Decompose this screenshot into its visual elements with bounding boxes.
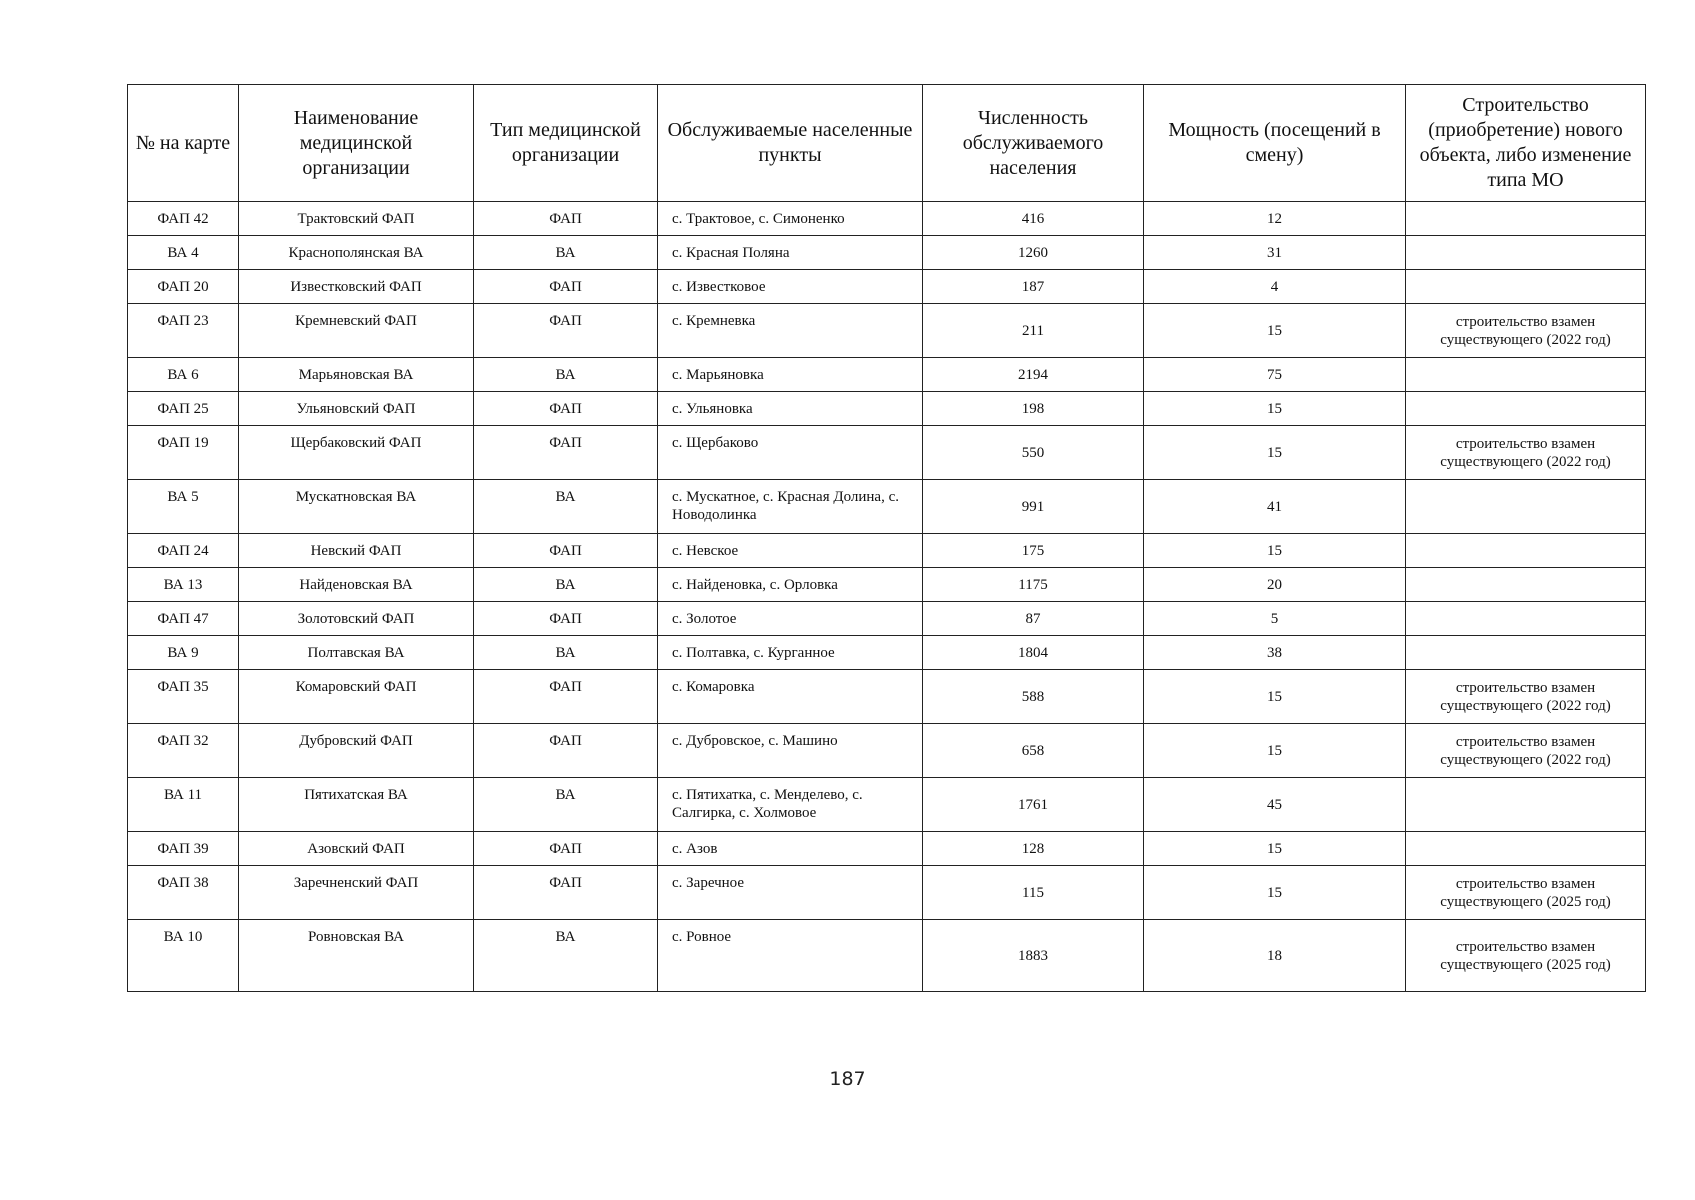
row-points: с. Пятихатка, с. Менделево, с. Салгирка, с. Холмовое — [658, 778, 923, 832]
row-name: Кремневский ФАП — [239, 304, 474, 358]
row-capacity: 31 — [1144, 236, 1406, 270]
row-type: ВА — [474, 480, 658, 534]
row-type: ФАП — [474, 832, 658, 866]
row-name: Ульяновский ФАП — [239, 392, 474, 426]
table-row — [128, 724, 1646, 778]
row-population: 1761 — [923, 778, 1144, 832]
row-capacity: 15 — [1144, 534, 1406, 568]
table-row — [128, 270, 1646, 304]
row-name: Комаровский ФАП — [239, 670, 474, 724]
row-num: ВА 6 — [128, 358, 239, 392]
row-num: ФАП 20 — [128, 270, 239, 304]
row-points: с. Трактовое, с. Симоненко — [658, 202, 923, 236]
table-row — [128, 920, 1646, 992]
row-capacity: 15 — [1144, 832, 1406, 866]
row-capacity: 12 — [1144, 202, 1406, 236]
row-population: 1175 — [923, 568, 1144, 602]
table-row — [128, 602, 1646, 636]
row-type: ФАП — [474, 426, 658, 480]
row-type: ФАП — [474, 866, 658, 920]
row-capacity: 15 — [1144, 670, 1406, 724]
row-capacity: 5 — [1144, 602, 1406, 636]
row-type: ВА — [474, 920, 658, 992]
row-construction: строительство взамен существующего (2022 год) — [1406, 304, 1646, 358]
row-population: 115 — [923, 866, 1144, 920]
row-points: с. Красная Поляна — [658, 236, 923, 270]
header-construction: Строительство (приобретение) нового объекта, либо изменение типа МО — [1406, 85, 1646, 202]
row-points: с. Золотое — [658, 602, 923, 636]
row-capacity: 15 — [1144, 724, 1406, 778]
row-num: ФАП 42 — [128, 202, 239, 236]
row-construction — [1406, 568, 1646, 602]
row-construction — [1406, 270, 1646, 304]
row-type: ВА — [474, 778, 658, 832]
row-num: ФАП 23 — [128, 304, 239, 358]
row-type: ВА — [474, 636, 658, 670]
row-capacity: 18 — [1144, 920, 1406, 992]
row-name: Мускатновская ВА — [239, 480, 474, 534]
row-population: 1883 — [923, 920, 1144, 992]
row-points: с. Полтавка, с. Курганное — [658, 636, 923, 670]
row-construction — [1406, 236, 1646, 270]
table-row — [128, 832, 1646, 866]
row-num: ФАП 32 — [128, 724, 239, 778]
row-num: ФАП 38 — [128, 866, 239, 920]
row-population: 416 — [923, 202, 1144, 236]
row-capacity: 20 — [1144, 568, 1406, 602]
table-row — [128, 392, 1646, 426]
row-capacity: 41 — [1144, 480, 1406, 534]
row-population: 588 — [923, 670, 1144, 724]
row-construction: строительство взамен существующего (2022 год) — [1406, 724, 1646, 778]
row-construction — [1406, 480, 1646, 534]
table-row — [128, 534, 1646, 568]
row-construction — [1406, 392, 1646, 426]
row-points: с. Невское — [658, 534, 923, 568]
row-points: с. Щербаково — [658, 426, 923, 480]
row-construction — [1406, 202, 1646, 236]
row-construction — [1406, 778, 1646, 832]
row-population: 550 — [923, 426, 1144, 480]
row-construction — [1406, 358, 1646, 392]
row-population: 211 — [923, 304, 1144, 358]
row-points: с. Известковое — [658, 270, 923, 304]
table-header-row — [128, 85, 1646, 202]
row-points: с. Кремневка — [658, 304, 923, 358]
row-capacity: 45 — [1144, 778, 1406, 832]
row-capacity: 75 — [1144, 358, 1406, 392]
row-population: 1260 — [923, 236, 1144, 270]
row-name: Невский ФАП — [239, 534, 474, 568]
row-name: Дубровский ФАП — [239, 724, 474, 778]
row-name: Ровновская ВА — [239, 920, 474, 992]
row-points: с. Комаровка — [658, 670, 923, 724]
row-population: 175 — [923, 534, 1144, 568]
row-num: ВА 4 — [128, 236, 239, 270]
row-num: ВА 11 — [128, 778, 239, 832]
row-name: Золотовский ФАП — [239, 602, 474, 636]
row-num: ФАП 24 — [128, 534, 239, 568]
table-row — [128, 480, 1646, 534]
row-num: ФАП 47 — [128, 602, 239, 636]
row-population: 87 — [923, 602, 1144, 636]
row-capacity: 15 — [1144, 866, 1406, 920]
header-points: Обслуживаемые населенные пункты — [658, 85, 923, 202]
row-name: Азовский ФАП — [239, 832, 474, 866]
row-name: Пятихатская ВА — [239, 778, 474, 832]
row-points: с. Ровное — [658, 920, 923, 992]
header-type: Тип медицинской организации — [474, 85, 658, 202]
row-num: ФАП 19 — [128, 426, 239, 480]
row-name: Щербаковский ФАП — [239, 426, 474, 480]
header-capacity: Мощность (посещений в смену) — [1144, 85, 1406, 202]
row-name: Найденовская ВА — [239, 568, 474, 602]
row-population: 658 — [923, 724, 1144, 778]
row-points: с. Дубровское, с. Машино — [658, 724, 923, 778]
header-name: Наименование медицинской организации — [239, 85, 474, 202]
row-num: ФАП 35 — [128, 670, 239, 724]
row-points: с. Марьяновка — [658, 358, 923, 392]
page-number: 187 — [829, 1068, 866, 1090]
row-name: Марьяновская ВА — [239, 358, 474, 392]
row-capacity: 15 — [1144, 426, 1406, 480]
row-num: ФАП 39 — [128, 832, 239, 866]
row-points: с. Найденовка, с. Орловка — [658, 568, 923, 602]
row-type: ВА — [474, 358, 658, 392]
row-type: ВА — [474, 568, 658, 602]
table-row — [128, 670, 1646, 724]
row-type: ВА — [474, 236, 658, 270]
row-points: с. Заречное — [658, 866, 923, 920]
row-population: 198 — [923, 392, 1144, 426]
row-construction: строительство взамен существующего (2025 год) — [1406, 920, 1646, 992]
row-name: Краснополянская ВА — [239, 236, 474, 270]
row-construction — [1406, 534, 1646, 568]
row-type: ФАП — [474, 670, 658, 724]
table-row — [128, 358, 1646, 392]
row-capacity: 4 — [1144, 270, 1406, 304]
row-construction — [1406, 636, 1646, 670]
header-num: № на карте — [128, 85, 239, 202]
row-population: 1804 — [923, 636, 1144, 670]
row-type: ФАП — [474, 602, 658, 636]
table-row — [128, 236, 1646, 270]
table-row — [128, 866, 1646, 920]
table-row — [128, 304, 1646, 358]
table-row — [128, 636, 1646, 670]
row-construction — [1406, 602, 1646, 636]
table-row — [128, 778, 1646, 832]
row-points: с. Азов — [658, 832, 923, 866]
table-row — [128, 202, 1646, 236]
row-population: 991 — [923, 480, 1144, 534]
row-num: ФАП 25 — [128, 392, 239, 426]
row-name: Известковский ФАП — [239, 270, 474, 304]
row-type: ФАП — [474, 202, 658, 236]
row-name: Заречненский ФАП — [239, 866, 474, 920]
row-num: ВА 5 — [128, 480, 239, 534]
row-num: ВА 13 — [128, 568, 239, 602]
row-construction: строительство взамен существующего (2025 год) — [1406, 866, 1646, 920]
row-construction: строительство взамен существующего (2022 год) — [1406, 670, 1646, 724]
row-name: Полтавская ВА — [239, 636, 474, 670]
table-row — [128, 426, 1646, 480]
row-points: с. Мускатное, с. Красная Долина, с. Новодолинка — [658, 480, 923, 534]
row-points: с. Ульяновка — [658, 392, 923, 426]
row-name: Трактовский ФАП — [239, 202, 474, 236]
row-capacity: 15 — [1144, 392, 1406, 426]
table-row — [128, 568, 1646, 602]
row-construction: строительство взамен существующего (2022 год) — [1406, 426, 1646, 480]
row-type: ФАП — [474, 724, 658, 778]
row-construction — [1406, 832, 1646, 866]
row-num: ВА 10 — [128, 920, 239, 992]
row-population: 187 — [923, 270, 1144, 304]
row-num: ВА 9 — [128, 636, 239, 670]
row-type: ФАП — [474, 534, 658, 568]
facilities-table — [127, 84, 1646, 992]
row-population: 2194 — [923, 358, 1144, 392]
row-capacity: 38 — [1144, 636, 1406, 670]
row-population: 128 — [923, 832, 1144, 866]
row-type: ФАП — [474, 270, 658, 304]
row-type: ФАП — [474, 392, 658, 426]
row-capacity: 15 — [1144, 304, 1406, 358]
row-type: ФАП — [474, 304, 658, 358]
header-population: Численность обслуживаемого населения — [923, 85, 1144, 202]
